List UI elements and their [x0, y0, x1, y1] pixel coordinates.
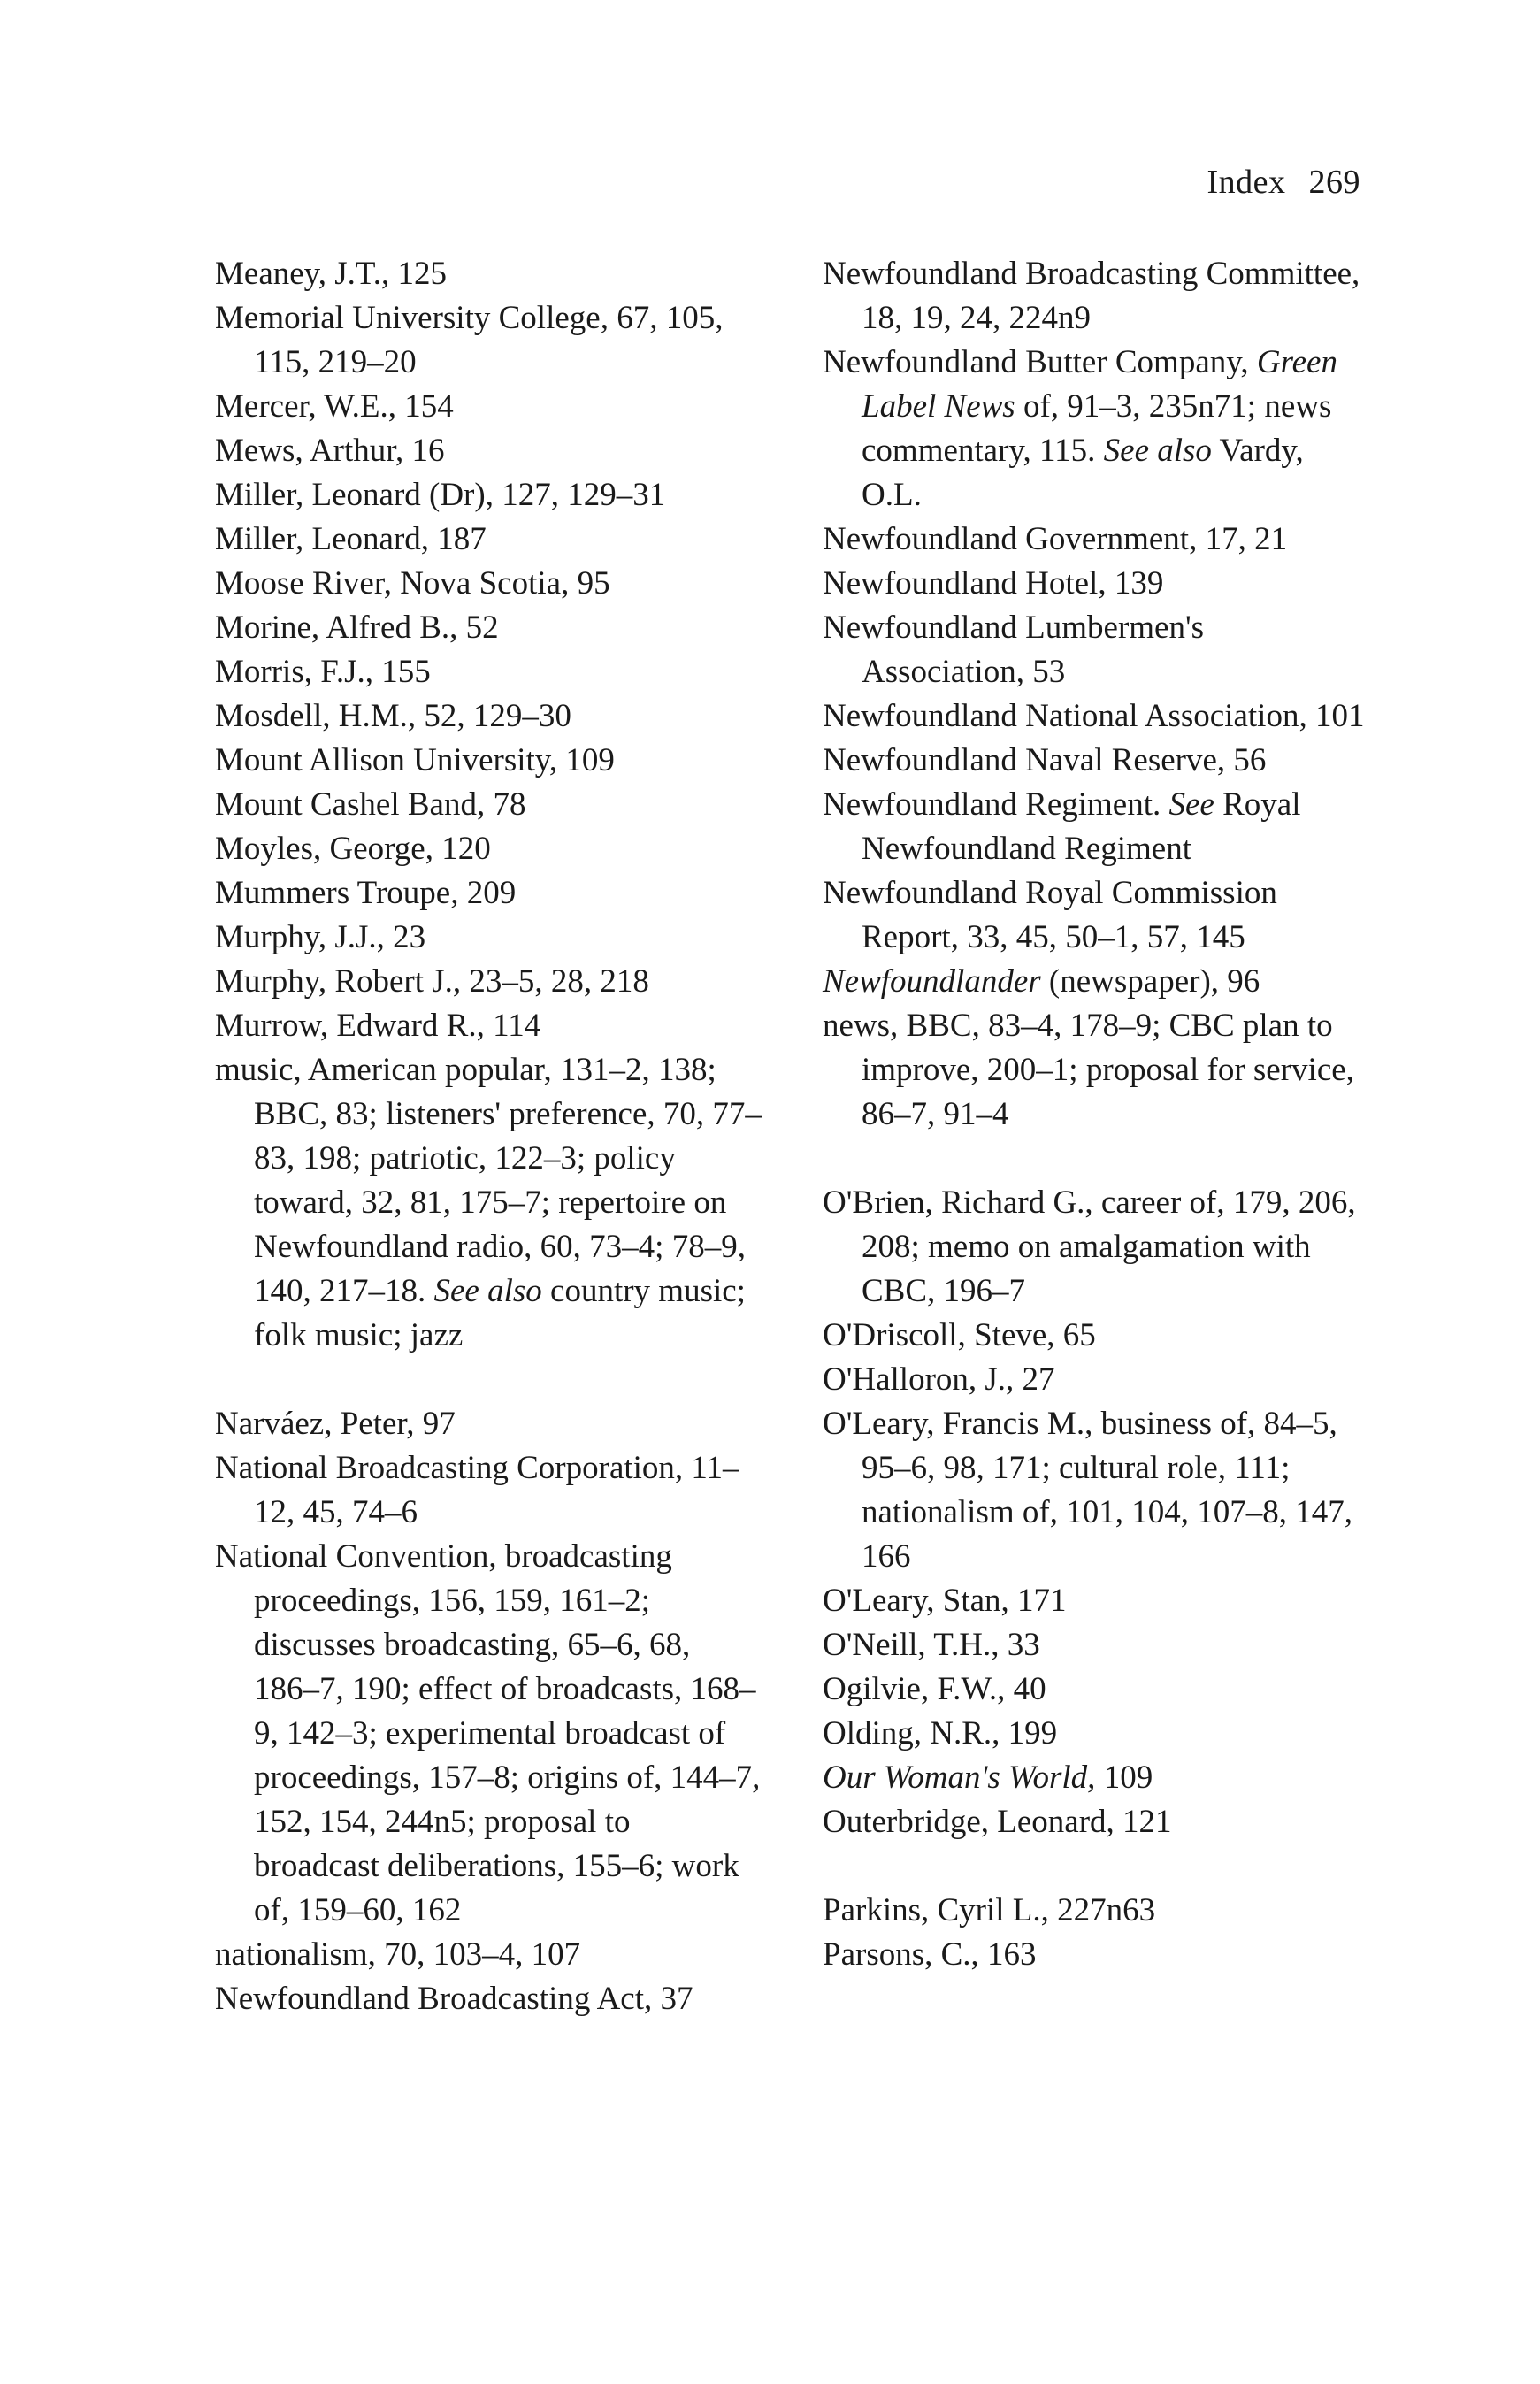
letter-group-gap [823, 1844, 1371, 1889]
entry-after: (newspaper), 96 [1048, 963, 1260, 1000]
entry-text: Newfoundland Lumbermen's Association, 53 [823, 609, 1205, 690]
entry-text: Newfoundland Broadcasting Committee, 18, 19, 24, 224n9 [823, 256, 1360, 336]
index-entry [215, 296, 763, 385]
entry-text: news, BBC, 83–4, 178–9; CBC plan to improve, 200–1; proposal for service, 86–7, 91–4 [823, 1008, 1354, 1132]
index-entry [215, 429, 763, 473]
index-entry [823, 1712, 1371, 1756]
entry-text: Mount Allison University, 109 [215, 742, 615, 778]
letter-group-gap [215, 1358, 763, 1402]
entry-text: Murphy, J.J., 23 [215, 919, 426, 955]
index-entry [215, 827, 763, 871]
entry-text: Newfoundland Regiment. [823, 786, 1161, 823]
entry-text: Mews, Arthur, 16 [215, 433, 445, 469]
entry-text: O'Neill, T.H., 33 [823, 1627, 1040, 1663]
index-entry [823, 1314, 1371, 1358]
entry-italic: See also [433, 1273, 542, 1309]
index-entry [823, 1004, 1371, 1137]
index-entry [215, 783, 763, 827]
entry-text: O'Brien, Richard G., career of, 179, 206, 208; memo on amalgamation with CBC, 196–7 [823, 1184, 1356, 1309]
entry-text: O'Leary, Francis M., business of, 84–5, 95–6, 98, 171; cultural role, 111; nationalism of, 101, 104, 107–8, 147, 166 [823, 1406, 1352, 1575]
index-entry [215, 960, 763, 1004]
entry-text: Miller, Leonard, 187 [215, 521, 487, 557]
index-entry [823, 562, 1371, 606]
entry-text: Miller, Leonard (Dr), 127, 129–31 [215, 477, 666, 513]
index-entry [823, 1933, 1371, 1977]
entry-text: Parkins, Cyril L., 227n63 [823, 1892, 1156, 1928]
entry-text: Newfoundland National Association, 101 [823, 698, 1365, 734]
index-entry [215, 871, 763, 916]
index-entry [215, 694, 763, 739]
entry-italic: Newfoundlander [823, 963, 1041, 1000]
index-entry [823, 783, 1371, 871]
entry-text: Olding, N.R., 199 [823, 1715, 1058, 1752]
entry-text: National Broadcasting Corporation, 11–12, 45, 74–6 [215, 1450, 739, 1530]
index-entry [823, 960, 1371, 1004]
index-entry [823, 517, 1371, 562]
entry-after: of, 91–3, 235n71; news commentary, 115. [862, 388, 1332, 469]
entry-text: Ogilvie, F.W., 40 [823, 1671, 1046, 1707]
entry-text: Outerbridge, Leonard, 121 [823, 1804, 1172, 1840]
entry-text: Parsons, C., 163 [823, 1936, 1037, 1973]
entry-text: Mount Cashel Band, 78 [215, 786, 526, 823]
entry-text: Newfoundland Royal Commission Report, 33, 45, 50–1, 57, 145 [823, 875, 1277, 955]
entry-italic: Green Label News [862, 344, 1337, 425]
entry-text: O'Halloron, J., 27 [823, 1361, 1055, 1398]
index-entry [823, 1800, 1371, 1844]
index-entry [215, 1933, 763, 1977]
entry-text: Newfoundland Hotel, 139 [823, 565, 1164, 602]
entry-text: Meaney, J.T., 125 [215, 256, 448, 292]
entry-text: Memorial University College, 67, 105, 115, 219–20 [215, 300, 724, 380]
entry-text: Newfoundland Naval Reserve, 56 [823, 742, 1267, 778]
entry-text: Murrow, Edward R., 114 [215, 1008, 541, 1044]
index-entry [823, 1402, 1371, 1579]
entry-text: Mosdell, H.M., 52, 129–30 [215, 698, 571, 734]
index-entry [823, 1889, 1371, 1933]
index-entry [215, 1048, 763, 1358]
index-entry [215, 916, 763, 960]
entry-text: Newfoundland Broadcasting Act, 37 [215, 1981, 693, 2017]
entry-after: 109 [1103, 1759, 1153, 1796]
entry-text: National Convention, broadcasting proceedings, 156, 159, 161–2; discusses broadcasting, 65–6, 68, 186–7, 190; effect of broadcasts, 168–9, 142–3; experimental broadcast of proceedings, 157–8; origins of, 144–7, 152, 154, 244n5; proposal to broadcast deliberations, 155–6; work of, 159–60, 162 [215, 1538, 761, 1928]
index-entry [823, 1181, 1371, 1314]
entry-text: nationalism, 70, 103–4, 107 [215, 1936, 581, 1973]
index-entry [823, 1623, 1371, 1667]
index-entry [215, 562, 763, 606]
entry-text: Narváez, Peter, 97 [215, 1406, 456, 1442]
index-entry [823, 606, 1371, 694]
index-entry [215, 650, 763, 694]
index-column-left [215, 252, 763, 2021]
entry-after: Royal Newfoundland Regiment [862, 786, 1301, 867]
header-section-title: Index [1207, 164, 1286, 201]
entry-text: Moyles, George, 120 [215, 831, 491, 867]
index-entry [215, 1535, 763, 1933]
index-entry [823, 739, 1371, 783]
index-entry [215, 385, 763, 429]
index-entry [823, 252, 1371, 341]
entry-text: Murphy, Robert J., 23–5, 28, 218 [215, 963, 649, 1000]
index-entry [823, 1667, 1371, 1712]
entry-text: Morine, Alfred B., 52 [215, 609, 499, 646]
entry-text: Mummers Troupe, 209 [215, 875, 517, 911]
entry-italic-2: See also [1103, 433, 1212, 469]
index-entry [823, 694, 1371, 739]
entry-after-2: Vardy, O.L. [862, 433, 1304, 513]
index-entry [215, 1977, 763, 2021]
index-entry [215, 1402, 763, 1446]
entry-text: O'Leary, Stan, 171 [823, 1583, 1067, 1619]
running-header [1207, 163, 1360, 202]
index-entry [215, 1004, 763, 1048]
entry-italic: Our Woman's World, [823, 1759, 1096, 1796]
entry-text: Newfoundland Butter Company, [823, 344, 1249, 380]
entry-italic: See [1168, 786, 1214, 823]
index-entry [823, 1756, 1371, 1800]
index-entry [215, 473, 763, 517]
index-entry [215, 606, 763, 650]
entry-text: music, American popular, 131–2, 138; BBC, 83; listeners' preference, 70, 77–83, 198; patriotic, 122–3; policy toward, 32, 81, 175–7; repertoire on Newfoundland radio, 60, 73–4; 78–9, 140, 217–18. [215, 1052, 762, 1309]
letter-group-gap [823, 1137, 1371, 1181]
index-entry [823, 1579, 1371, 1623]
entry-text: O'Driscoll, Steve, 65 [823, 1317, 1096, 1353]
index-entry [823, 1358, 1371, 1402]
entry-text: Moose River, Nova Scotia, 95 [215, 565, 610, 602]
index-entry [215, 252, 763, 296]
index-entry [215, 1446, 763, 1535]
index-entry [215, 517, 763, 562]
entry-text: Mercer, W.E., 154 [215, 388, 454, 425]
index-column-right [823, 252, 1371, 1977]
entry-text: Newfoundland Government, 17, 21 [823, 521, 1288, 557]
page-number: 269 [1308, 164, 1360, 201]
entry-text: Morris, F.J., 155 [215, 654, 431, 690]
index-entry [215, 739, 763, 783]
index-entry [823, 871, 1371, 960]
index-entry [823, 341, 1371, 517]
entry-after: country music; folk music; jazz [254, 1273, 746, 1353]
